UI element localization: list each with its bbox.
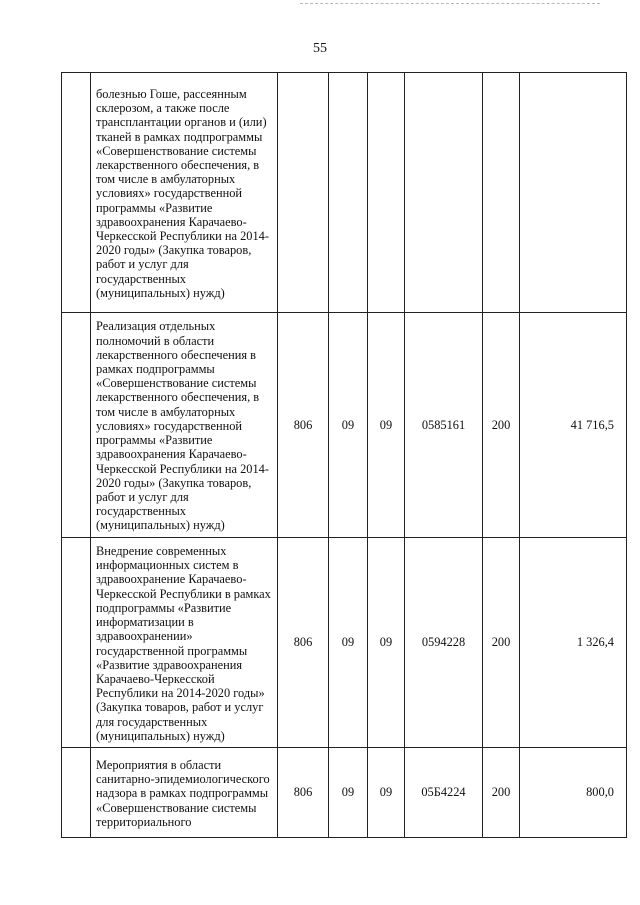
amount-cell: 1 326,4 bbox=[520, 538, 627, 748]
row-name-text: болезнью Гоше, рассеянным склерозом, а также после трансплантации органов и (или) тканей в рамках подпрограммы «Совершенствование системы лекарственного обеспечения, в том числе в амбулаторных условиях» государственной программы «Развитие здравоохранения Карачаево-Черкесской Республики на 2014-2020 годы» (Закупка товаров, работ и услуг для государственных (муниципальных) нужд) bbox=[96, 86, 269, 300]
table-row bbox=[62, 538, 627, 748]
row-name-cell bbox=[91, 748, 278, 838]
subsection-code-cell: 09 bbox=[368, 538, 405, 748]
row-name-cell bbox=[91, 73, 278, 313]
row-name-text: Мероприятия в области санитарно-эпидемиологического надзора в рамках подпрограммы «Совершенствование системы территориального bbox=[96, 757, 270, 829]
row-name-cell bbox=[91, 313, 278, 538]
budget-table bbox=[61, 72, 627, 838]
target-item-code-cell: 0585161 bbox=[405, 313, 483, 538]
subsection-code-cell bbox=[368, 73, 405, 313]
amount-cell bbox=[520, 73, 627, 313]
row-number-cell bbox=[62, 748, 91, 838]
row-name-text: Внедрение современных информационных систем в здравоохранение Карачаево-Черкесской Республики в рамках подпрограммы «Развитие информатизации в здравоохранении» государственной программы «Развитие здравоохранения Карачаево-Черкесской Республики на 2014-2020 годы» (Закупка товаров, работ и услуг для государственных (муниципальных) нужд) bbox=[96, 544, 271, 743]
row-number-cell bbox=[62, 73, 91, 313]
expense-type-code-cell: 200 bbox=[483, 313, 520, 538]
ministry-code-cell: 806 bbox=[278, 748, 329, 838]
ministry-code-cell bbox=[278, 73, 329, 313]
amount-cell: 800,0 bbox=[520, 748, 627, 838]
target-item-code-cell: 0594228 bbox=[405, 538, 483, 748]
row-name-text: Реализация отдельных полномочий в области лекарственного обеспечения в рамках подпрограммы «Совершенствование системы лекарственного обеспечения, в том числе в амбулаторных условиях» государственной программы «Развитие здравоохранения Карачаево-Черкесской Республики на 2014-2020 годы» (Закупка товаров, работ и услуг для государственных (муниципальных) нужд) bbox=[96, 319, 269, 533]
target-item-code-cell bbox=[405, 73, 483, 313]
scan-top-edge-line bbox=[300, 3, 600, 4]
target-item-code-cell: 05Б4224 bbox=[405, 748, 483, 838]
section-code-cell: 09 bbox=[329, 748, 368, 838]
expense-type-code-cell bbox=[483, 73, 520, 313]
expense-type-code-cell: 200 bbox=[483, 748, 520, 838]
subsection-code-cell: 09 bbox=[368, 748, 405, 838]
row-name-cell bbox=[91, 538, 278, 748]
section-code-cell: 09 bbox=[329, 313, 368, 538]
ministry-code-cell: 806 bbox=[278, 538, 329, 748]
section-code-cell bbox=[329, 73, 368, 313]
amount-cell: 41 716,5 bbox=[520, 313, 627, 538]
subsection-code-cell: 09 bbox=[368, 313, 405, 538]
row-number-cell bbox=[62, 538, 91, 748]
page-number: 55 bbox=[313, 41, 327, 56]
table-row bbox=[62, 748, 627, 838]
row-number-cell bbox=[62, 313, 91, 538]
section-code-cell: 09 bbox=[329, 538, 368, 748]
table-row bbox=[62, 313, 627, 538]
ministry-code-cell: 806 bbox=[278, 313, 329, 538]
expense-type-code-cell: 200 bbox=[483, 538, 520, 748]
table-row bbox=[62, 73, 627, 313]
